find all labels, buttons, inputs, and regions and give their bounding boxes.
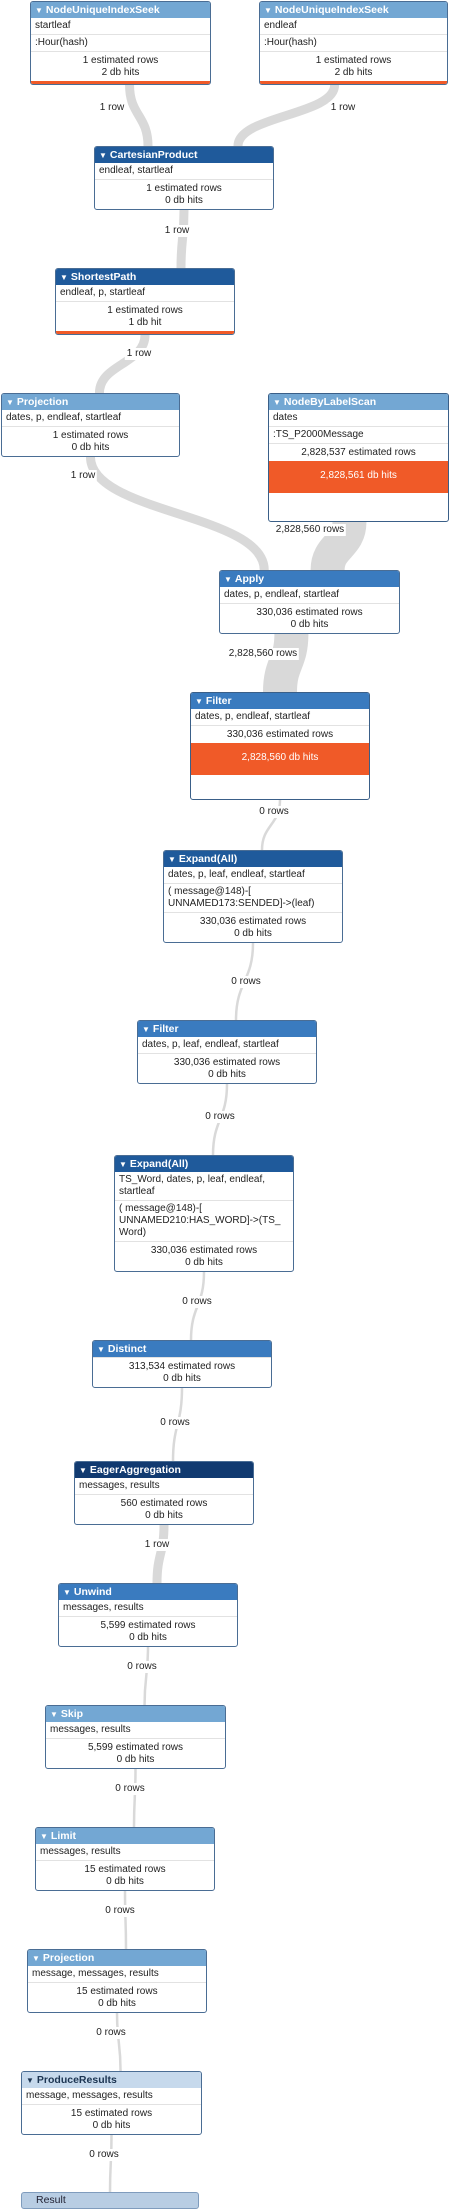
operator-detail: dates, p, endleaf, startleaf bbox=[195, 711, 311, 722]
estimated-rows: 1 estimated rows bbox=[146, 183, 222, 194]
db-hits-bar bbox=[56, 331, 234, 334]
operator-title: Projection bbox=[42, 1952, 95, 1964]
estimated-rows: 15 estimated rows bbox=[70, 2108, 153, 2119]
collapse-triangle-icon[interactable]: ▼ bbox=[142, 1025, 150, 1034]
operator-detail: endleaf, p, startleaf bbox=[60, 287, 146, 298]
row-count-label: 0 rows bbox=[105, 1905, 135, 1916]
row-count-label: 1 row bbox=[99, 102, 125, 113]
operator-detail: dates, p, endleaf, startleaf bbox=[224, 589, 340, 600]
db-hits: 0 db hits bbox=[208, 1069, 246, 1080]
estimated-rows: 560 estimated rows bbox=[120, 1498, 208, 1509]
row-count-label: 0 rows bbox=[96, 2027, 126, 2038]
collapse-triangle-icon[interactable]: ▼ bbox=[264, 6, 272, 15]
collapse-triangle-icon[interactable]: ▼ bbox=[50, 1710, 58, 1719]
operator-detail: message, messages, results bbox=[26, 2090, 153, 2101]
collapse-triangle-icon[interactable]: ▼ bbox=[99, 151, 107, 160]
operator-title: Expand(All) bbox=[129, 1158, 189, 1170]
row-count-label: 1 row bbox=[70, 470, 96, 481]
edge-e3 bbox=[181, 210, 184, 268]
db-hits: 0 db hits bbox=[145, 1510, 183, 1521]
operator-title: Apply bbox=[234, 573, 265, 585]
operator-distinct[interactable] bbox=[92, 1340, 272, 1388]
operator-stats bbox=[28, 1982, 206, 2012]
db-hits: 0 db hits bbox=[290, 619, 329, 630]
estimated-rows: 1 estimated rows bbox=[52, 430, 129, 441]
db-hits-bar bbox=[260, 81, 447, 84]
edge-e2 bbox=[238, 85, 335, 146]
db-hits: 0 db hits bbox=[106, 1876, 144, 1887]
edge-e1 bbox=[130, 85, 148, 146]
result-label: Result bbox=[36, 2194, 66, 2206]
operator-unwind[interactable] bbox=[58, 1583, 238, 1647]
operator-title: Expand(All) bbox=[178, 853, 238, 865]
row-count-label: 1 row bbox=[144, 1539, 170, 1550]
operator-stats bbox=[75, 1494, 253, 1524]
collapse-triangle-icon[interactable]: ▼ bbox=[224, 575, 232, 584]
row-count-label: 1 row bbox=[126, 348, 152, 359]
operator-header[interactable] bbox=[95, 147, 273, 163]
collapse-triangle-icon[interactable]: ▼ bbox=[119, 1160, 127, 1169]
operator-title: ProduceResults bbox=[36, 2074, 117, 2086]
operator-detail: :Hour(hash) bbox=[260, 34, 447, 51]
operator-detail: startleaf bbox=[35, 20, 71, 31]
operator-detail: TS_Word, dates, p, leaf, endleaf, startleaf bbox=[119, 1174, 266, 1197]
operator-stats bbox=[191, 725, 369, 743]
row-count-label: 1 row bbox=[330, 102, 356, 113]
operator-detail: ( message@148)-[ UNNAMED173:SENDED]->(leaf) bbox=[164, 883, 342, 912]
row-count-label: 0 rows bbox=[115, 1783, 145, 1794]
estimated-rows: 330,036 estimated rows bbox=[226, 729, 334, 740]
db-hits-hotspot: 2,828,560 db hits bbox=[191, 743, 369, 775]
operator-stats bbox=[56, 301, 234, 331]
edge-e4 bbox=[99, 335, 145, 393]
operator-stats bbox=[93, 1357, 271, 1387]
db-hits: 0 db hits bbox=[129, 1632, 167, 1643]
operator-title: Skip bbox=[60, 1708, 84, 1720]
operator-stats bbox=[36, 1860, 214, 1890]
operator-stats bbox=[2, 426, 179, 456]
operator-expand-all[interactable] bbox=[163, 850, 343, 943]
operator-header[interactable] bbox=[46, 1706, 225, 1722]
edge-e16 bbox=[125, 1891, 126, 1949]
operator-stats bbox=[59, 1616, 237, 1646]
collapse-triangle-icon[interactable]: ▼ bbox=[97, 1345, 105, 1354]
operator-stats bbox=[115, 1241, 293, 1271]
operator-title: NodeByLabelScan bbox=[283, 396, 377, 408]
estimated-rows: 5,599 estimated rows bbox=[100, 1620, 196, 1631]
operator-detail: endleaf bbox=[264, 20, 297, 31]
estimated-rows: 15 estimated rows bbox=[76, 1986, 158, 1997]
operator-nodebylabelscan[interactable] bbox=[268, 393, 449, 522]
collapse-triangle-icon[interactable]: ▼ bbox=[26, 2076, 34, 2085]
db-hits-hotspot: 2,828,561 db hits bbox=[269, 461, 448, 493]
collapse-triangle-icon[interactable]: ▼ bbox=[63, 1588, 71, 1597]
collapse-triangle-icon[interactable]: ▼ bbox=[168, 855, 176, 864]
estimated-rows: 313,534 estimated rows bbox=[128, 1361, 236, 1372]
db-hits: 0 db hits bbox=[71, 442, 110, 453]
operator-header[interactable] bbox=[115, 1156, 293, 1172]
estimated-rows: 330,036 estimated rows bbox=[150, 1245, 258, 1256]
operator-title: CartesianProduct bbox=[109, 149, 198, 161]
operator-limit[interactable] bbox=[35, 1827, 215, 1891]
operator-nodeuniqueindexseek[interactable] bbox=[259, 1, 448, 85]
estimated-rows: 15 estimated rows bbox=[84, 1864, 166, 1875]
edge-e5 bbox=[91, 457, 265, 570]
estimated-rows: 330,036 estimated rows bbox=[256, 607, 363, 618]
operator-detail: dates, p, endleaf, startleaf bbox=[6, 412, 122, 423]
edge-e15 bbox=[134, 1769, 136, 1827]
estimated-rows: 2,828,537 estimated rows bbox=[301, 447, 416, 458]
operator-title: Filter bbox=[152, 1023, 179, 1035]
operator-header[interactable] bbox=[269, 394, 448, 410]
operator-header[interactable] bbox=[31, 2, 210, 18]
operator-expand-all[interactable] bbox=[114, 1155, 294, 1272]
operator-cartesianproduct[interactable] bbox=[94, 146, 274, 210]
row-count-label: 0 rows bbox=[160, 1417, 190, 1428]
operator-title: Filter bbox=[205, 695, 232, 707]
operator-header[interactable] bbox=[2, 394, 179, 410]
row-count-label: 0 rows bbox=[205, 1111, 235, 1122]
operator-detail: messages, results bbox=[40, 1846, 121, 1857]
collapse-triangle-icon[interactable]: ▼ bbox=[60, 273, 68, 282]
db-hits: 0 db hits bbox=[92, 2120, 131, 2131]
operator-detail: message, messages, results bbox=[32, 1968, 159, 1979]
row-count-label: 0 rows bbox=[182, 1296, 212, 1307]
operator-stats bbox=[22, 2104, 201, 2134]
db-hits: 0 db hits bbox=[98, 1998, 136, 2009]
operator-detail: ( message@148)-[ UNNAMED210:HAS_WORD]->(TS_ Word) bbox=[115, 1200, 293, 1241]
collapse-triangle-icon[interactable]: ▼ bbox=[40, 1832, 48, 1841]
edge-e14 bbox=[145, 1647, 148, 1705]
operator-skip[interactable] bbox=[45, 1705, 226, 1769]
operator-detail: :TS_P2000Message bbox=[269, 426, 448, 443]
operator-title: ShortestPath bbox=[70, 271, 137, 283]
db-hits: 0 db hits bbox=[116, 1754, 155, 1765]
operator-detail: :Hour(hash) bbox=[31, 34, 210, 51]
collapse-triangle-icon[interactable]: ▼ bbox=[79, 1466, 87, 1475]
operator-header[interactable] bbox=[59, 1584, 237, 1600]
collapse-triangle-icon[interactable]: ▼ bbox=[35, 6, 43, 15]
operator-detail: dates, p, leaf, endleaf, startleaf bbox=[168, 869, 305, 880]
operator-stats bbox=[95, 179, 273, 209]
operator-header[interactable] bbox=[36, 1828, 214, 1844]
operator-detail: endleaf, startleaf bbox=[99, 165, 173, 176]
operator-header[interactable] bbox=[75, 1462, 253, 1478]
row-count-label: 2,828,560 rows bbox=[228, 648, 298, 659]
operator-filter[interactable] bbox=[190, 692, 370, 800]
operator-filter[interactable] bbox=[137, 1020, 317, 1084]
operator-detail: dates, p, leaf, endleaf, startleaf bbox=[142, 1039, 279, 1050]
operator-detail: dates bbox=[273, 412, 298, 423]
estimated-rows: 330,036 estimated rows bbox=[199, 916, 307, 927]
db-hits: 2 db hits bbox=[334, 67, 373, 78]
operator-projection[interactable] bbox=[27, 1949, 207, 2013]
estimated-rows: 1 estimated rows bbox=[315, 55, 392, 66]
operator-stats bbox=[164, 912, 342, 942]
operator-header[interactable] bbox=[220, 571, 399, 587]
operator-stats bbox=[31, 51, 210, 81]
row-count-label: 0 rows bbox=[231, 976, 261, 987]
estimated-rows: 5,599 estimated rows bbox=[87, 1742, 184, 1753]
operator-stats bbox=[269, 443, 448, 461]
operator-title: NodeUniqueIndexSeek bbox=[274, 4, 389, 16]
operator-stats bbox=[260, 51, 447, 81]
operator-header[interactable] bbox=[22, 2072, 201, 2088]
operator-detail: messages, results bbox=[63, 1602, 144, 1613]
row-count-label: 1 row bbox=[164, 225, 190, 236]
operator-header[interactable] bbox=[138, 1021, 316, 1037]
db-hits: 0 db hits bbox=[234, 928, 272, 939]
result-node[interactable] bbox=[21, 2192, 199, 2209]
operator-title: EagerAggregation bbox=[89, 1464, 181, 1476]
operator-stats bbox=[220, 603, 399, 633]
operator-title: Limit bbox=[50, 1830, 77, 1842]
operator-detail: messages, results bbox=[50, 1724, 131, 1735]
row-count-label: 0 rows bbox=[89, 2149, 119, 2160]
db-hits: 0 db hits bbox=[185, 1257, 223, 1268]
row-count-label: 0 rows bbox=[127, 1661, 157, 1672]
operator-header[interactable] bbox=[260, 2, 447, 18]
operator-header[interactable] bbox=[28, 1950, 206, 1966]
collapse-triangle-icon[interactable]: ▼ bbox=[273, 398, 281, 407]
operator-title: Projection bbox=[16, 396, 69, 408]
row-count-label: 2,828,560 rows bbox=[275, 524, 345, 535]
edge-e18 bbox=[110, 2135, 112, 2192]
db-hits-bar bbox=[31, 81, 210, 84]
estimated-rows: 1 estimated rows bbox=[82, 55, 159, 66]
operator-header[interactable] bbox=[56, 269, 234, 285]
operator-title: Distinct bbox=[107, 1343, 147, 1355]
collapse-triangle-icon[interactable]: ▼ bbox=[32, 1954, 40, 1963]
row-count-label: 0 rows bbox=[259, 806, 289, 817]
operator-nodeuniqueindexseek[interactable] bbox=[30, 1, 211, 85]
operator-title: Unwind bbox=[73, 1586, 112, 1598]
db-hits: 0 db hits bbox=[163, 1373, 201, 1384]
operator-apply[interactable] bbox=[219, 570, 400, 634]
estimated-rows: 330,036 estimated rows bbox=[173, 1057, 281, 1068]
operator-header[interactable] bbox=[191, 693, 369, 709]
operator-header[interactable] bbox=[164, 851, 342, 867]
db-hits: 0 db hits bbox=[165, 195, 203, 206]
operator-projection[interactable] bbox=[1, 393, 180, 457]
estimated-rows: 1 estimated rows bbox=[107, 305, 183, 316]
operator-produceresults[interactable] bbox=[21, 2071, 202, 2135]
edge-e13 bbox=[157, 1525, 164, 1583]
operator-shortestpath[interactable] bbox=[55, 268, 235, 335]
db-hits: 2 db hits bbox=[101, 67, 140, 78]
operator-eageraggregation[interactable] bbox=[74, 1461, 254, 1525]
edge-e7 bbox=[280, 634, 291, 692]
operator-header[interactable] bbox=[93, 1341, 271, 1357]
operator-stats bbox=[138, 1053, 316, 1083]
operator-stats bbox=[46, 1738, 225, 1768]
edge-e17 bbox=[117, 2013, 121, 2071]
collapse-triangle-icon[interactable]: ▼ bbox=[195, 697, 203, 706]
db-hits: 1 db hit bbox=[128, 317, 162, 328]
operator-detail: messages, results bbox=[79, 1480, 160, 1491]
collapse-triangle-icon[interactable]: ▼ bbox=[6, 398, 14, 407]
operator-title: NodeUniqueIndexSeek bbox=[45, 4, 160, 16]
